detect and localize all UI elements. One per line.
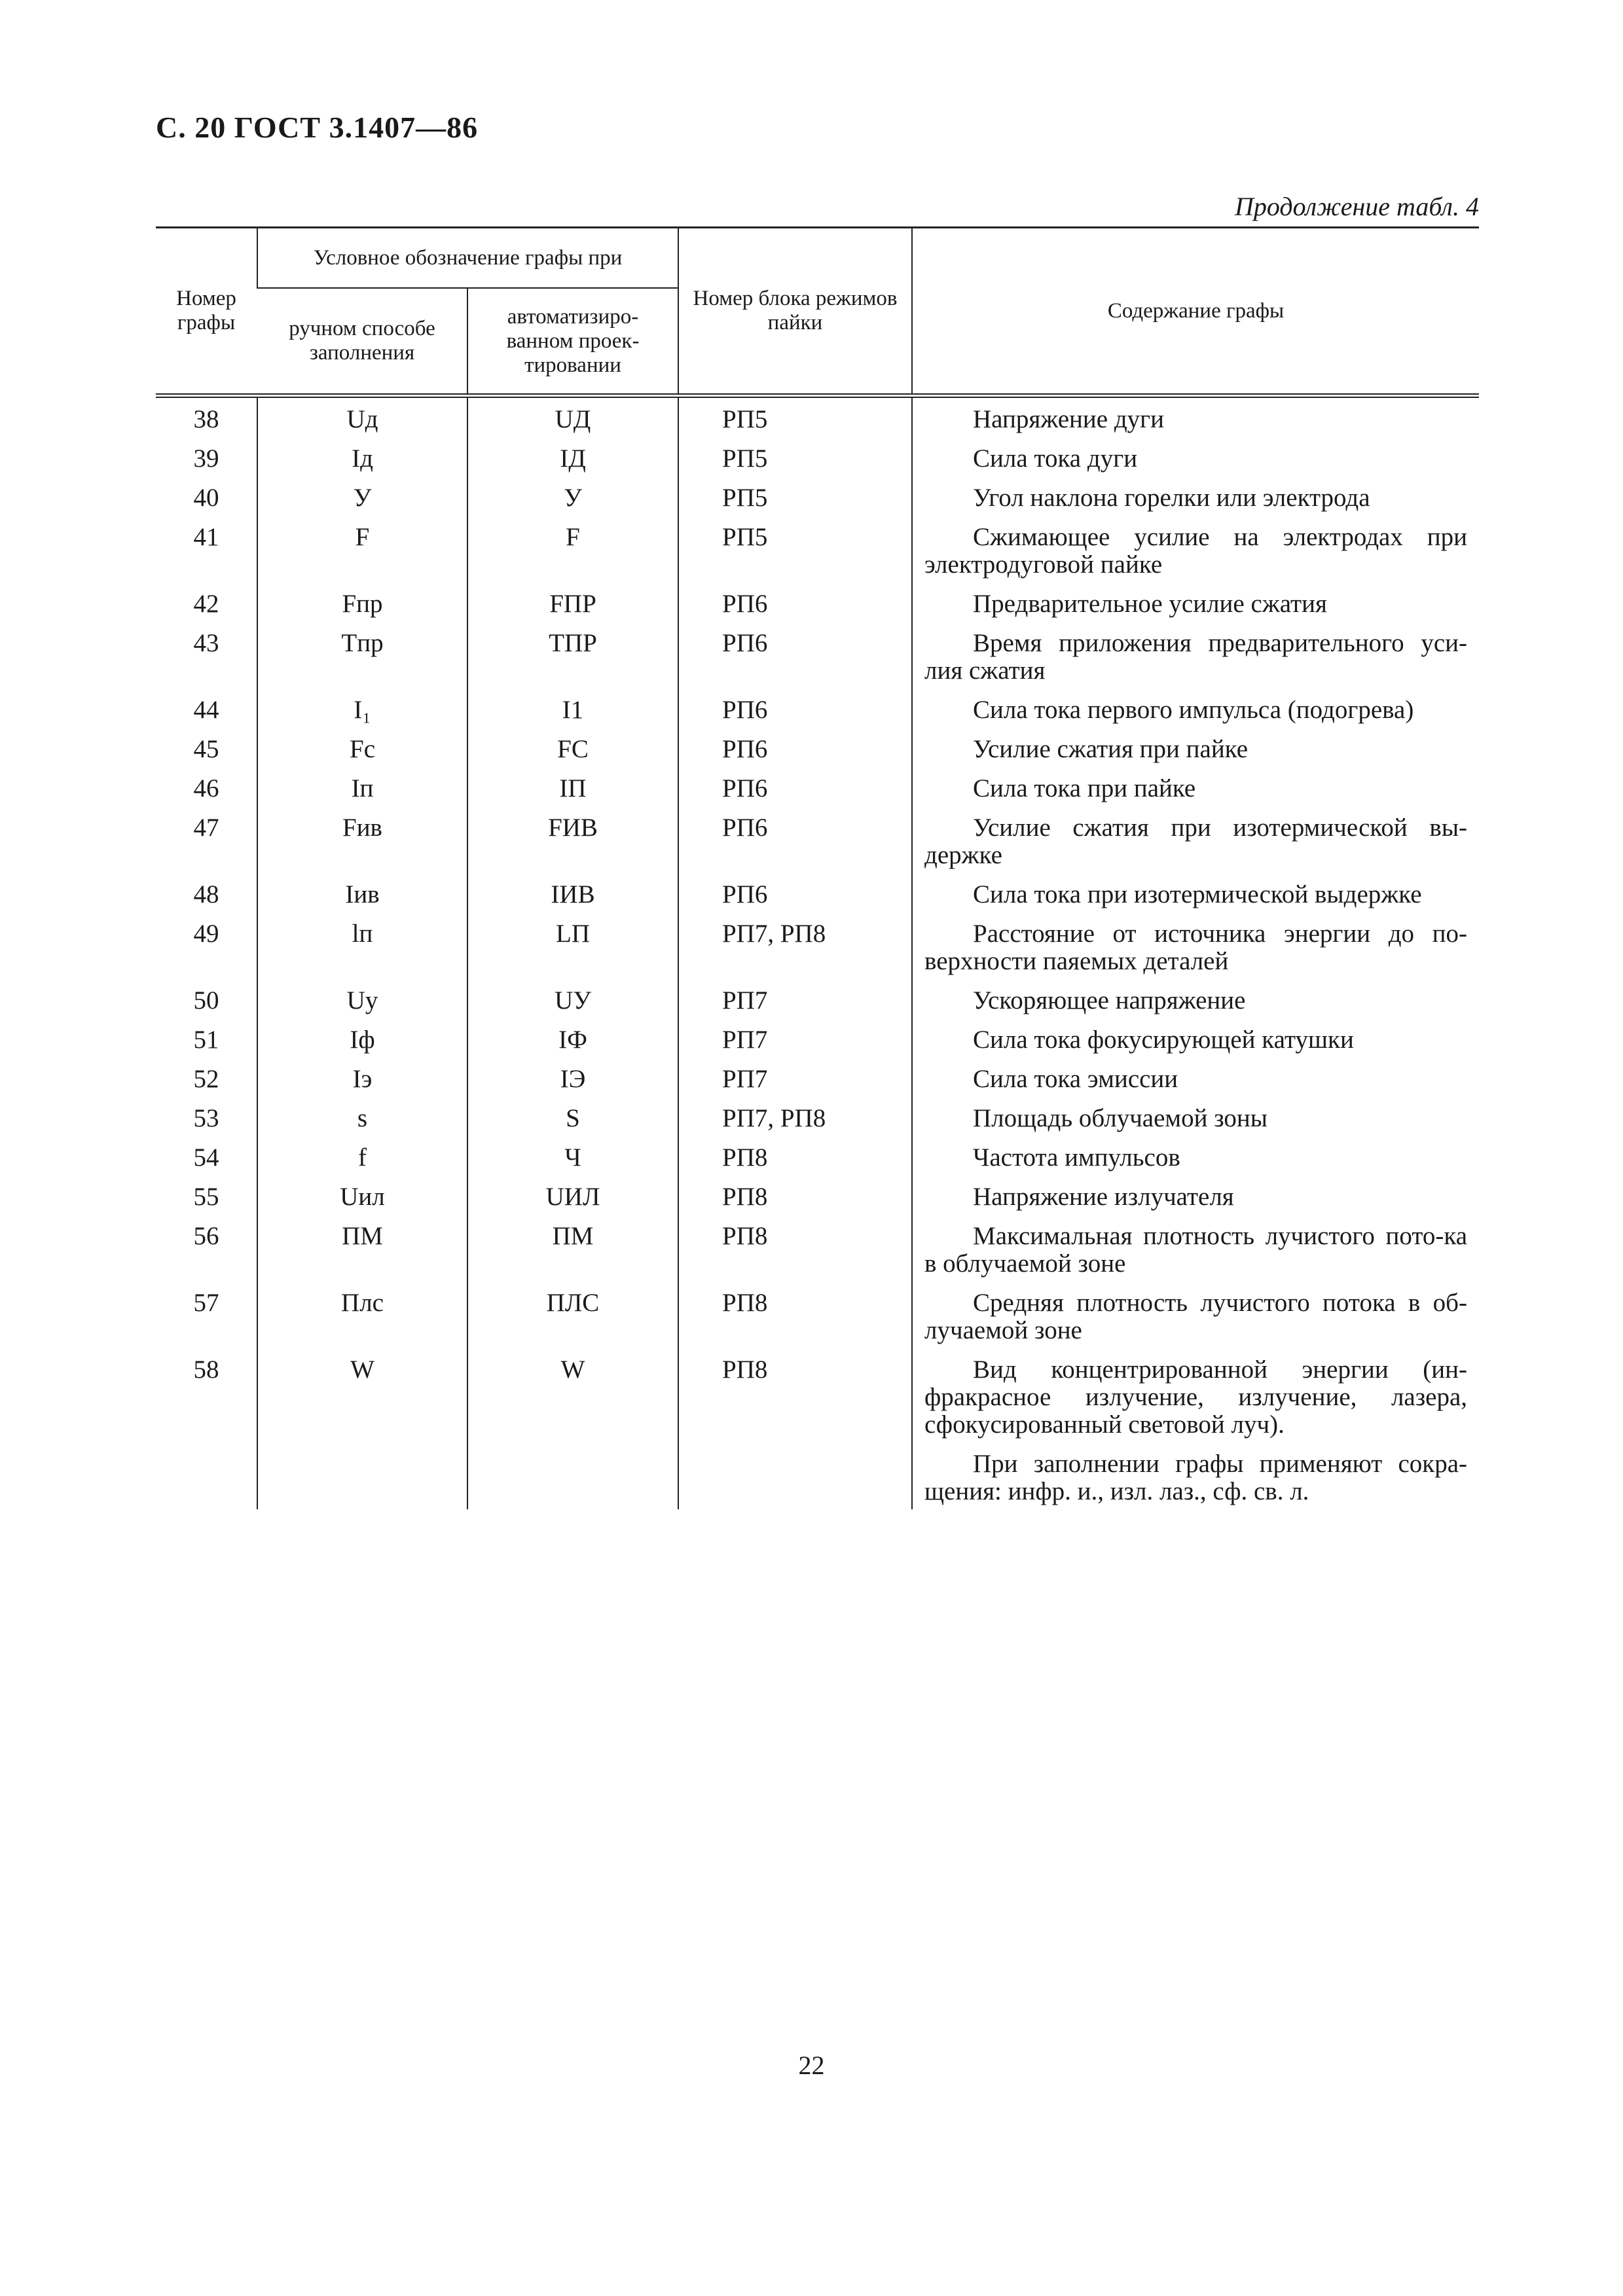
row-content [912, 696, 1479, 736]
row-block: РП8 [678, 1356, 912, 1450]
row-block: РП6 [678, 590, 912, 630]
row-number: 39 [193, 444, 219, 473]
row-manual-designation: Плс [257, 1289, 467, 1356]
row-automated-designation: У [467, 484, 678, 524]
header-number: Номер графы [156, 228, 257, 396]
row-content-text: Сжимающее усилие на электродах при электродуговой пайке [924, 523, 1468, 579]
row-content [912, 920, 1479, 987]
row-manual-designation: Iд [257, 445, 467, 484]
table-note-text: При заполнении графы применяют сокра-щения: инфр. и., изл. лаз., сф. св. л. [924, 1450, 1468, 1505]
row-automated-designation: LП [467, 920, 678, 987]
row-manual-designation: ПМ [257, 1223, 467, 1289]
row-block: РП6 [678, 736, 912, 775]
row-block: РП8 [678, 1144, 912, 1183]
table-row [156, 814, 1479, 881]
row-block: РП5 [678, 484, 912, 524]
row-content-text: Напряжение дуги [973, 405, 1165, 433]
row-manual-designation: Iф [257, 1026, 467, 1066]
row-block: РП5 [678, 445, 912, 484]
row-block: РП6 [678, 775, 912, 814]
table-row [156, 987, 1479, 1026]
row-manual-designation: Fив [257, 814, 467, 881]
row-number: 51 [193, 1026, 219, 1054]
row-automated-designation: FC [467, 736, 678, 775]
header-designation-group: Условное обозначение графы при [257, 228, 678, 289]
row-automated-designation: FПР [467, 590, 678, 630]
row-automated-designation: ТПР [467, 630, 678, 696]
row-number: 41 [193, 523, 219, 551]
row-block: РП8 [678, 1223, 912, 1289]
table-row [156, 630, 1479, 696]
row-automated-designation: IФ [467, 1026, 678, 1066]
empty-cell [156, 1450, 257, 1509]
row-manual-designation: I₁ [257, 696, 467, 736]
row-automated-designation: ПМ [467, 1223, 678, 1289]
row-content [912, 1026, 1479, 1066]
row-content-text: Усилие сжатия при изотермической вы-держке [924, 814, 1468, 869]
row-number: 43 [193, 629, 219, 657]
row-block: РП6 [678, 630, 912, 696]
row-number: 46 [193, 774, 219, 802]
row-content [912, 736, 1479, 775]
row-block: РП6 [678, 881, 912, 920]
page-number: 22 [798, 2051, 825, 2080]
row-content [912, 484, 1479, 524]
row-block: РП5 [678, 524, 912, 590]
row-content-text: Вид концентрированной энергии (ин-фракрасное излучение, излучение, лазера, сфокусированный световой луч). [924, 1355, 1468, 1439]
row-block: РП7 [678, 1026, 912, 1066]
row-content [912, 1289, 1479, 1356]
row-content [912, 881, 1479, 920]
row-content [912, 1066, 1479, 1105]
header-content: Содержание графы [912, 228, 1479, 396]
table-row [156, 775, 1479, 814]
row-content [912, 1356, 1479, 1450]
row-automated-designation: IИВ [467, 881, 678, 920]
table-row [156, 524, 1479, 590]
row-content-text: Ускоряющее напряжение [973, 986, 1246, 1014]
row-manual-designation: Uу [257, 987, 467, 1026]
row-content [912, 590, 1479, 630]
row-manual-designation: s [257, 1105, 467, 1144]
row-automated-designation: UД [467, 396, 678, 446]
row-block: РП6 [678, 814, 912, 881]
row-automated-designation: IП [467, 775, 678, 814]
row-content-text: Предварительное усилие сжатия [973, 590, 1327, 618]
row-number: 52 [193, 1065, 219, 1093]
row-number: 45 [193, 735, 219, 763]
row-automated-designation: I1 [467, 696, 678, 736]
row-automated-designation: IЭ [467, 1066, 678, 1105]
row-manual-designation: Iэ [257, 1066, 467, 1105]
table-row [156, 1183, 1479, 1223]
row-content [912, 1223, 1479, 1289]
table-row [156, 696, 1479, 736]
row-content-text: Сила тока при пайке [973, 774, 1196, 802]
table-row [156, 1223, 1479, 1289]
row-number: 48 [193, 880, 219, 908]
table-row [156, 1066, 1479, 1105]
row-number: 57 [193, 1289, 219, 1317]
row-number: 44 [193, 696, 219, 724]
row-number: 56 [193, 1222, 219, 1250]
empty-cell [678, 1450, 912, 1509]
table-note [912, 1450, 1479, 1509]
header-automated: автоматизиро-ванном проек-тировании [467, 288, 678, 396]
row-content-text: Сила тока дуги [973, 444, 1138, 473]
row-manual-designation: Uд [257, 396, 467, 446]
table-note-row [156, 1450, 1479, 1509]
row-automated-designation: W [467, 1356, 678, 1450]
row-content-text: Сила тока фокусирующей катушки [973, 1026, 1354, 1054]
row-content-text: Сила тока первого импульса (подогрева) [973, 696, 1414, 724]
row-automated-designation: ПЛС [467, 1289, 678, 1356]
row-block: РП7, РП8 [678, 1105, 912, 1144]
row-number: 49 [193, 920, 219, 948]
row-content-text: Усилие сжатия при пайке [973, 735, 1249, 763]
row-content [912, 1105, 1479, 1144]
row-number: 47 [193, 814, 219, 842]
table-row [156, 484, 1479, 524]
row-manual-designation: Iп [257, 775, 467, 814]
row-manual-designation: W [257, 1356, 467, 1450]
parameters-table [156, 226, 1479, 1509]
row-manual-designation: У [257, 484, 467, 524]
row-content [912, 630, 1479, 696]
empty-cell [257, 1450, 467, 1509]
row-block: РП8 [678, 1289, 912, 1356]
row-content [912, 1183, 1479, 1223]
row-number: 55 [193, 1183, 219, 1211]
row-number: 40 [193, 484, 219, 512]
row-content [912, 987, 1479, 1026]
header-block: Номер блока режимов пайки [678, 228, 912, 396]
row-manual-designation: Fпр [257, 590, 467, 630]
table-row [156, 1026, 1479, 1066]
row-manual-designation: Iив [257, 881, 467, 920]
row-content-text: Сила тока при изотермической выдержке [973, 880, 1422, 908]
table-row [156, 396, 1479, 446]
row-automated-designation: UУ [467, 987, 678, 1026]
row-content-text: Напряжение излучателя [973, 1183, 1234, 1211]
table-body [156, 396, 1479, 1510]
row-content [912, 1144, 1479, 1183]
row-manual-designation: lп [257, 920, 467, 987]
row-content-text: Сила тока эмиссии [973, 1065, 1178, 1093]
row-content-text: Расстояние от источника энергии до по-верхности паяемых деталей [924, 920, 1468, 975]
row-number: 38 [193, 405, 219, 433]
table-row [156, 881, 1479, 920]
row-automated-designation: IД [467, 445, 678, 484]
row-block: РП6 [678, 696, 912, 736]
row-content-text: Частота импульсов [973, 1143, 1180, 1172]
row-automated-designation: S [467, 1105, 678, 1144]
row-number: 53 [193, 1104, 219, 1132]
row-content-text: Время приложения предварительного уси-лия сжатия [924, 629, 1468, 685]
row-content [912, 775, 1479, 814]
row-manual-designation: Tпр [257, 630, 467, 696]
row-content-text: Угол наклона горелки или электрода [973, 484, 1370, 512]
empty-cell [467, 1450, 678, 1509]
row-content [912, 396, 1479, 446]
table-row [156, 1289, 1479, 1356]
row-content-text: Максимальная плотность лучистого пото-ка в облучаемой зоне [924, 1222, 1468, 1278]
row-block: РП5 [678, 396, 912, 446]
table-row [156, 1356, 1479, 1450]
row-content-text: Средняя плотность лучистого потока в об-лучаемой зоне [924, 1289, 1468, 1344]
row-block: РП7 [678, 1066, 912, 1105]
table-row [156, 920, 1479, 987]
table-row [156, 445, 1479, 484]
row-number: 42 [193, 590, 219, 618]
table-row [156, 1105, 1479, 1144]
row-content-text: Площадь облучаемой зоны [973, 1104, 1267, 1132]
row-content [912, 445, 1479, 484]
row-manual-designation: F [257, 524, 467, 590]
row-content [912, 524, 1479, 590]
row-automated-designation: FИВ [467, 814, 678, 881]
table-row [156, 590, 1479, 630]
row-automated-designation: Ч [467, 1144, 678, 1183]
row-manual-designation: Uил [257, 1183, 467, 1223]
row-manual-designation: f [257, 1144, 467, 1183]
row-number: 58 [193, 1355, 219, 1384]
page-title: С. 20 ГОСТ 3.1407—86 [156, 111, 479, 144]
row-number: 50 [193, 986, 219, 1014]
row-number: 54 [193, 1143, 219, 1172]
row-block: РП7, РП8 [678, 920, 912, 987]
table-continuation-label: Продолжение табл. 4 [1234, 192, 1479, 221]
header-manual: ручном способе заполнения [257, 288, 467, 396]
row-content [912, 814, 1479, 881]
row-manual-designation: Fc [257, 736, 467, 775]
row-automated-designation: UИЛ [467, 1183, 678, 1223]
row-block: РП8 [678, 1183, 912, 1223]
row-block: РП7 [678, 987, 912, 1026]
table-row [156, 736, 1479, 775]
row-automated-designation: F [467, 524, 678, 590]
table-row [156, 1144, 1479, 1183]
